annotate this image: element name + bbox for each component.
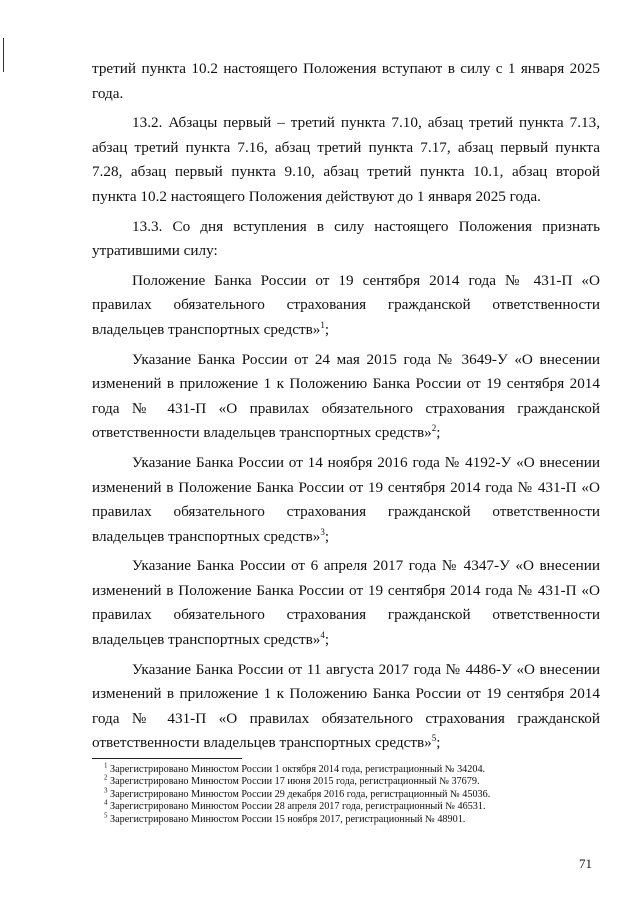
- paragraph-instruction-4192u: [92, 451, 600, 549]
- paragraph-text: третий пункта 10.2 настоящего Положения вступают в силу с 1 января 2025 года.: [92, 60, 600, 102]
- paragraph-text: 13.2. Абзацы первый – третий пункта 7.10, абзац третий пункта 7.13, абзац третий пункта 7.16, абзац третий пункта 7.17, абзац первый пункта 7.28, абзац первый пункта 9.10, абзац третий пункта 10.1, абзац второй пункта 10.2 настоящего Положения действуют до 1 января 2025 года.: [92, 114, 600, 205]
- page-number: 71: [579, 856, 592, 871]
- paragraph-tail: ;: [436, 424, 441, 442]
- footnote-item: [104, 776, 584, 788]
- paragraph-instruction-4347u: [92, 554, 600, 652]
- paragraph-text: Указание Банка России от 6 апреля 2017 года № 4347-У «О внесении изменений в Положение Банка России от 19 сентября 2014 года № 431-П «О правилах обязательного страхования гражданской ответственности владельцев транспортных средств»: [92, 557, 600, 649]
- paragraph-13-3: [92, 215, 600, 264]
- paragraph-tail: ;: [324, 527, 330, 545]
- paragraph-text: 13.3. Со дня вступления в силу настоящего Положения признать утратившими силу:: [92, 217, 600, 260]
- body-text: [92, 57, 600, 756]
- footnote-number: 5: [104, 811, 108, 820]
- footnote-text: Зарегистрировано Минюстом России 17 июня 2015 года, регистрационный № 37679.: [110, 776, 480, 788]
- footnote-text: Зарегистрировано Минюстом России 28 апреля 2017 года, регистрационный № 46531.: [110, 801, 486, 813]
- paragraph-text: Положение Банка России от 19 сентября 2014 года № 431-П «О правилах обязательного страхования гражданской ответственности владельцев транспортных средств»: [92, 271, 600, 338]
- paragraph-tail: ;: [324, 631, 330, 649]
- footnote-ref: 4: [320, 630, 325, 640]
- footnote-item: [104, 811, 584, 826]
- scan-edge-mark: [3, 38, 4, 72]
- footnote-number: 1: [104, 761, 108, 770]
- footnote-ref: 1: [320, 319, 325, 330]
- paragraph-regulation-431p: [92, 269, 600, 343]
- paragraph-instruction-4486u: [92, 658, 600, 756]
- footnote-ref: 2: [431, 423, 437, 434]
- footnote-text: Зарегистрировано Минюстом России 15 ноября 2017, регистрационный № 48901.: [110, 813, 466, 825]
- footnote-item: [104, 761, 584, 776]
- paragraph-text: Указание Банка России от 14 ноября 2016 года № 4192-У «О внесении изменений в Положение Банка России от 19 сентября 2014 года № 431-П «О правилах обязательного страхования гражданской ответственности владельцев транспортных средств»: [92, 453, 600, 545]
- paragraph-continuation: [92, 57, 600, 106]
- footnote-number: 4: [104, 798, 108, 807]
- footnote-separator: [92, 758, 242, 759]
- footnote-text: Зарегистрировано Минюстом России 29 декабря 2016 года, регистрационный № 45036.: [110, 788, 491, 800]
- paragraph-text: Указание Банка России от 24 мая 2015 года № 3649-У «О внесении изменений в приложение 1 к Положению Банка России от 19 сентября 2014 года № 431-П «О правилах обязательного страхования гражданской ответственности владельцев транспортных средств»: [92, 350, 600, 442]
- footnote-ref: 5: [431, 733, 437, 744]
- paragraph-tail: ;: [436, 734, 441, 752]
- footnotes: [104, 761, 584, 826]
- footnote-item: [104, 798, 584, 813]
- footnote-ref: 3: [320, 526, 325, 537]
- paragraph-13-2: [92, 111, 600, 209]
- paragraph-text: Указание Банка России от 11 августа 2017 года № 4486-У «О внесении изменений в приложение 1 к Положению Банка России от 19 сентября 2014 года № 431-П «О правилах обязательного страхования гражданской ответственности владельцев транспортных средств»: [92, 660, 600, 752]
- footnote-item: [104, 786, 584, 801]
- footnote-number: 2: [104, 774, 108, 783]
- footnote-text: Зарегистрировано Минюстом России 1 октября 2014 года, регистрационный № 34204.: [110, 764, 486, 775]
- footnote-number: 3: [104, 786, 108, 795]
- paragraph-instruction-3649u: [92, 348, 600, 446]
- paragraph-tail: ;: [324, 320, 330, 338]
